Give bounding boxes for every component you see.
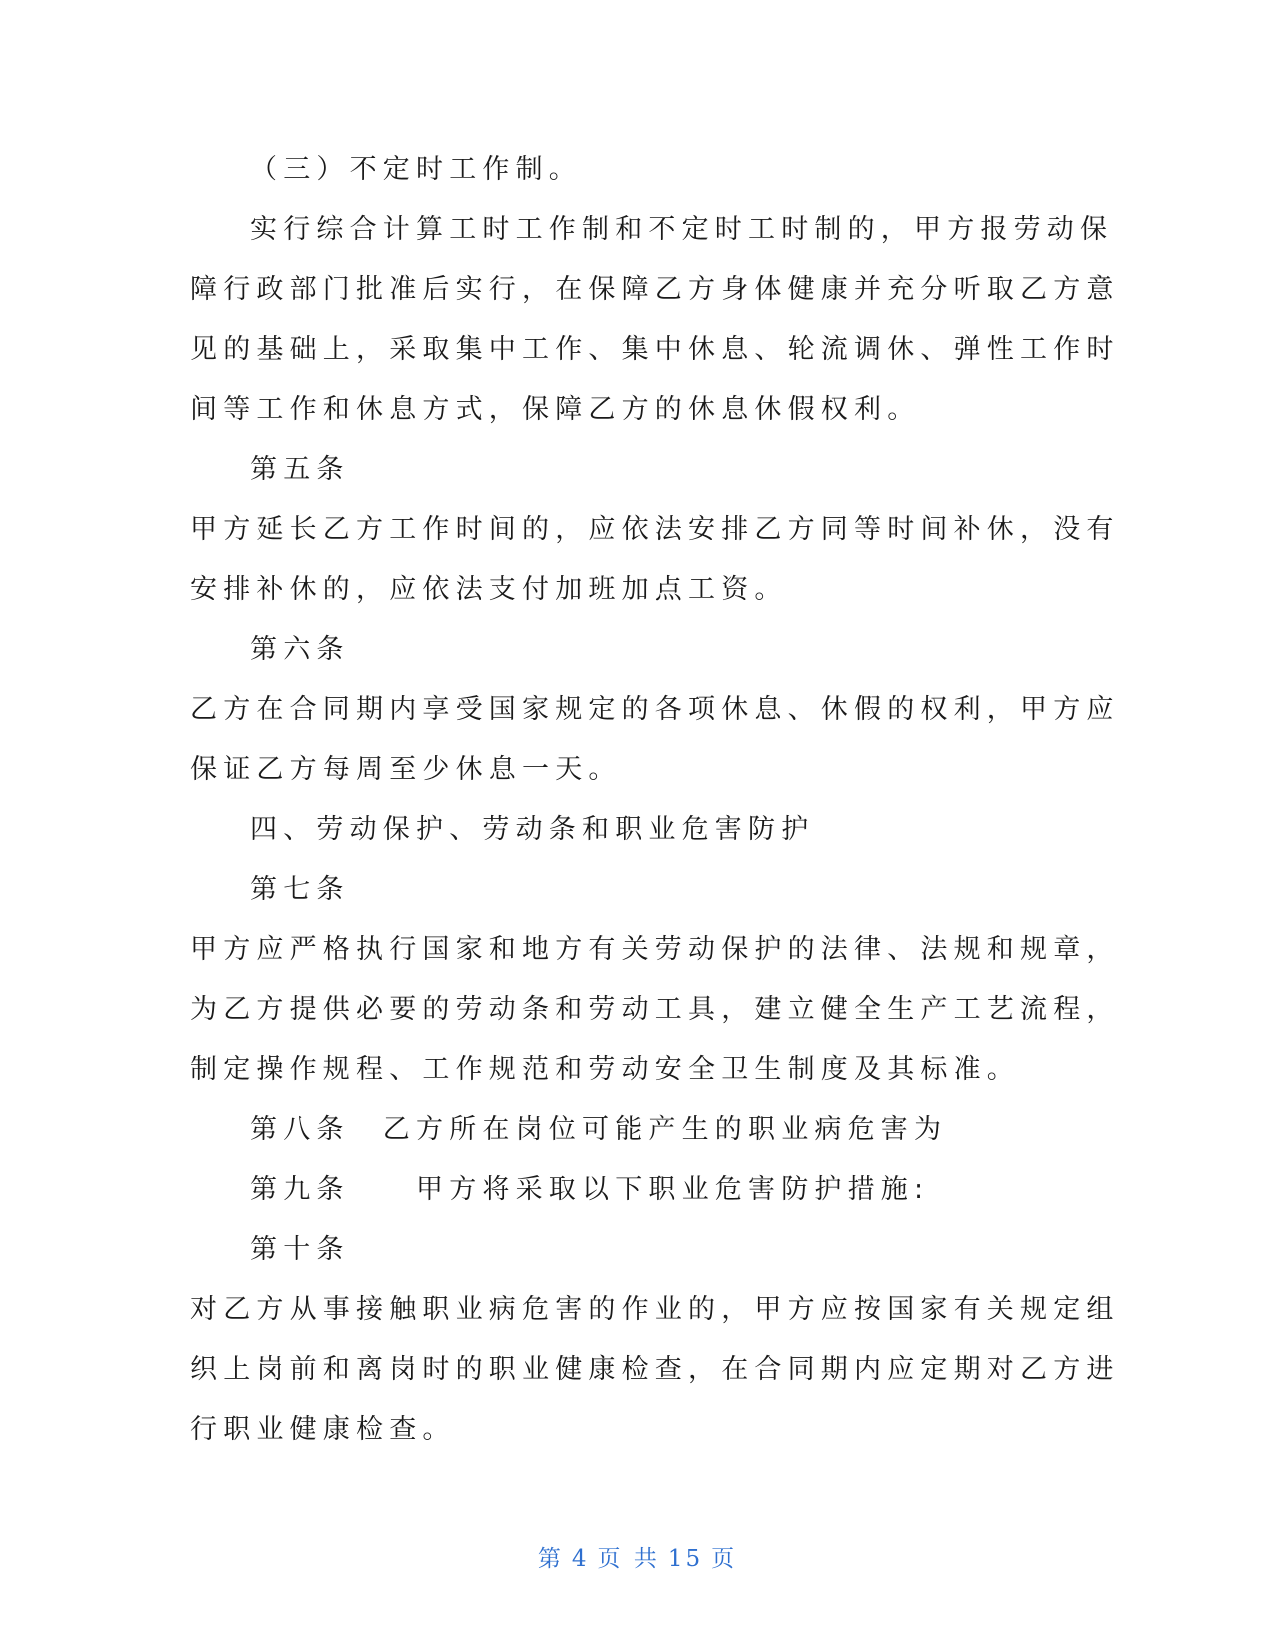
text-line: 安排补休的，应依法支付加班加点工资。: [190, 574, 788, 605]
current-page-number: 4: [571, 1546, 590, 1572]
text-line: 间等工作和休息方式，保障乙方的休息休假权利。: [190, 394, 921, 425]
text-line: 甲方应严格执行国家和地方有关劳动保护的法律、法规和规章，: [190, 934, 1120, 965]
text-line: 织上岗前和离岗时的职业健康检查，在合同期内应定期对乙方进: [190, 1354, 1120, 1385]
text-line: 保证乙方每周至少休息一天。: [190, 754, 622, 785]
text-line: 乙方在合同期内享受国家规定的各项休息、休假的权利，甲方应: [190, 694, 1120, 725]
text-line: 甲方延长乙方工作时间的，应依法安排乙方同等时间补休，没有: [190, 514, 1120, 545]
article-heading: 第五条: [250, 454, 350, 485]
text-line: 障行政部门批准后实行，在保障乙方身体健康并充分听取乙方意: [190, 274, 1120, 305]
page-number-footer: [0, 1540, 1275, 1573]
footer-suffix: 页: [711, 1546, 738, 1572]
article-heading: 第六条: [250, 634, 350, 665]
document-body: [190, 140, 1120, 1460]
article-heading: 第十条: [250, 1234, 350, 1265]
text-line: 制定操作规程、工作规范和劳动安全卫生制度及其标准。: [190, 1054, 1020, 1085]
footer-prefix: 第: [537, 1546, 564, 1572]
section-heading: 四、劳动保护、劳动条和职业危害防护: [250, 814, 815, 845]
article-heading: 第九条 甲方将采取以下职业危害防护措施:: [250, 1174, 930, 1205]
text-line: 对乙方从事接触职业病危害的作业的，甲方应按国家有关规定组: [190, 1294, 1120, 1325]
text-line: （三）不定时工作制。: [250, 154, 582, 185]
text-line: 见的基础上，采取集中工作、集中休息、轮流调休、弹性工作时: [190, 334, 1120, 365]
text-line: 行职业健康检查。: [190, 1414, 456, 1445]
total-pages-number: 15: [667, 1546, 704, 1572]
article-heading: 第七条: [250, 874, 350, 905]
article-heading: 第八条 乙方所在岗位可能产生的职业病危害为: [250, 1114, 948, 1145]
text-line: 实行综合计算工时工作制和不定时工时制的，甲方报劳动保: [250, 214, 1114, 245]
footer-middle: 页 共: [597, 1546, 660, 1572]
text-line: 为乙方提供必要的劳动条和劳动工具，建立健全生产工艺流程，: [190, 994, 1120, 1025]
